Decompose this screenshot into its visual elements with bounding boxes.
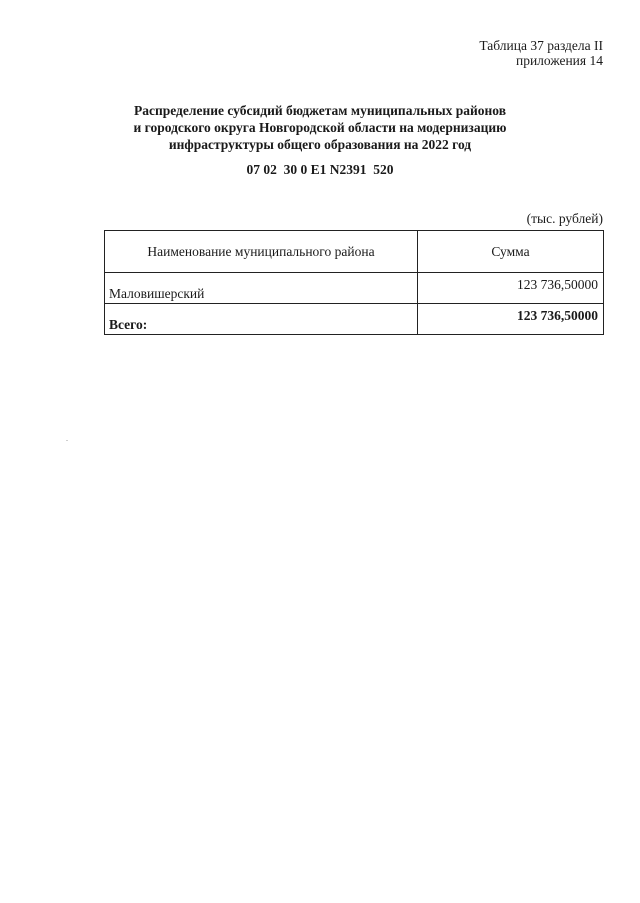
district-name-cell: Маловишерский: [105, 273, 418, 304]
total-sum-cell: 123 736,50000: [418, 304, 604, 335]
scan-speck: [66, 440, 68, 441]
table-reference-line-2: приложения 14: [515, 53, 603, 68]
document-title: [0, 102, 640, 153]
table-header-row: [105, 231, 604, 273]
table-reference: [479, 38, 603, 68]
table-row: [105, 273, 604, 304]
column-header-name: Наименование муниципального района: [105, 231, 418, 273]
budget-code: 07 02 30 0 E1 N2391 520: [246, 162, 394, 177]
subsidy-table: [104, 230, 604, 335]
document-title-line-3: инфраструктуры общего образования на 2022 год: [168, 137, 472, 152]
document-title-line-2: и городского округа Новгородской области на модернизацию: [133, 120, 507, 135]
column-header-sum: Сумма: [418, 231, 604, 273]
total-label-cell: Всего:: [105, 304, 418, 335]
unit-note: (тыс. рублей): [526, 211, 603, 226]
district-sum-cell: 123 736,50000: [418, 273, 604, 304]
table-reference-line-1: Таблица 37 раздела II: [479, 38, 603, 53]
document-title-line-1: Распределение субсидий бюджетам муниципальных районов: [133, 103, 507, 118]
table-total-row: [105, 304, 604, 335]
